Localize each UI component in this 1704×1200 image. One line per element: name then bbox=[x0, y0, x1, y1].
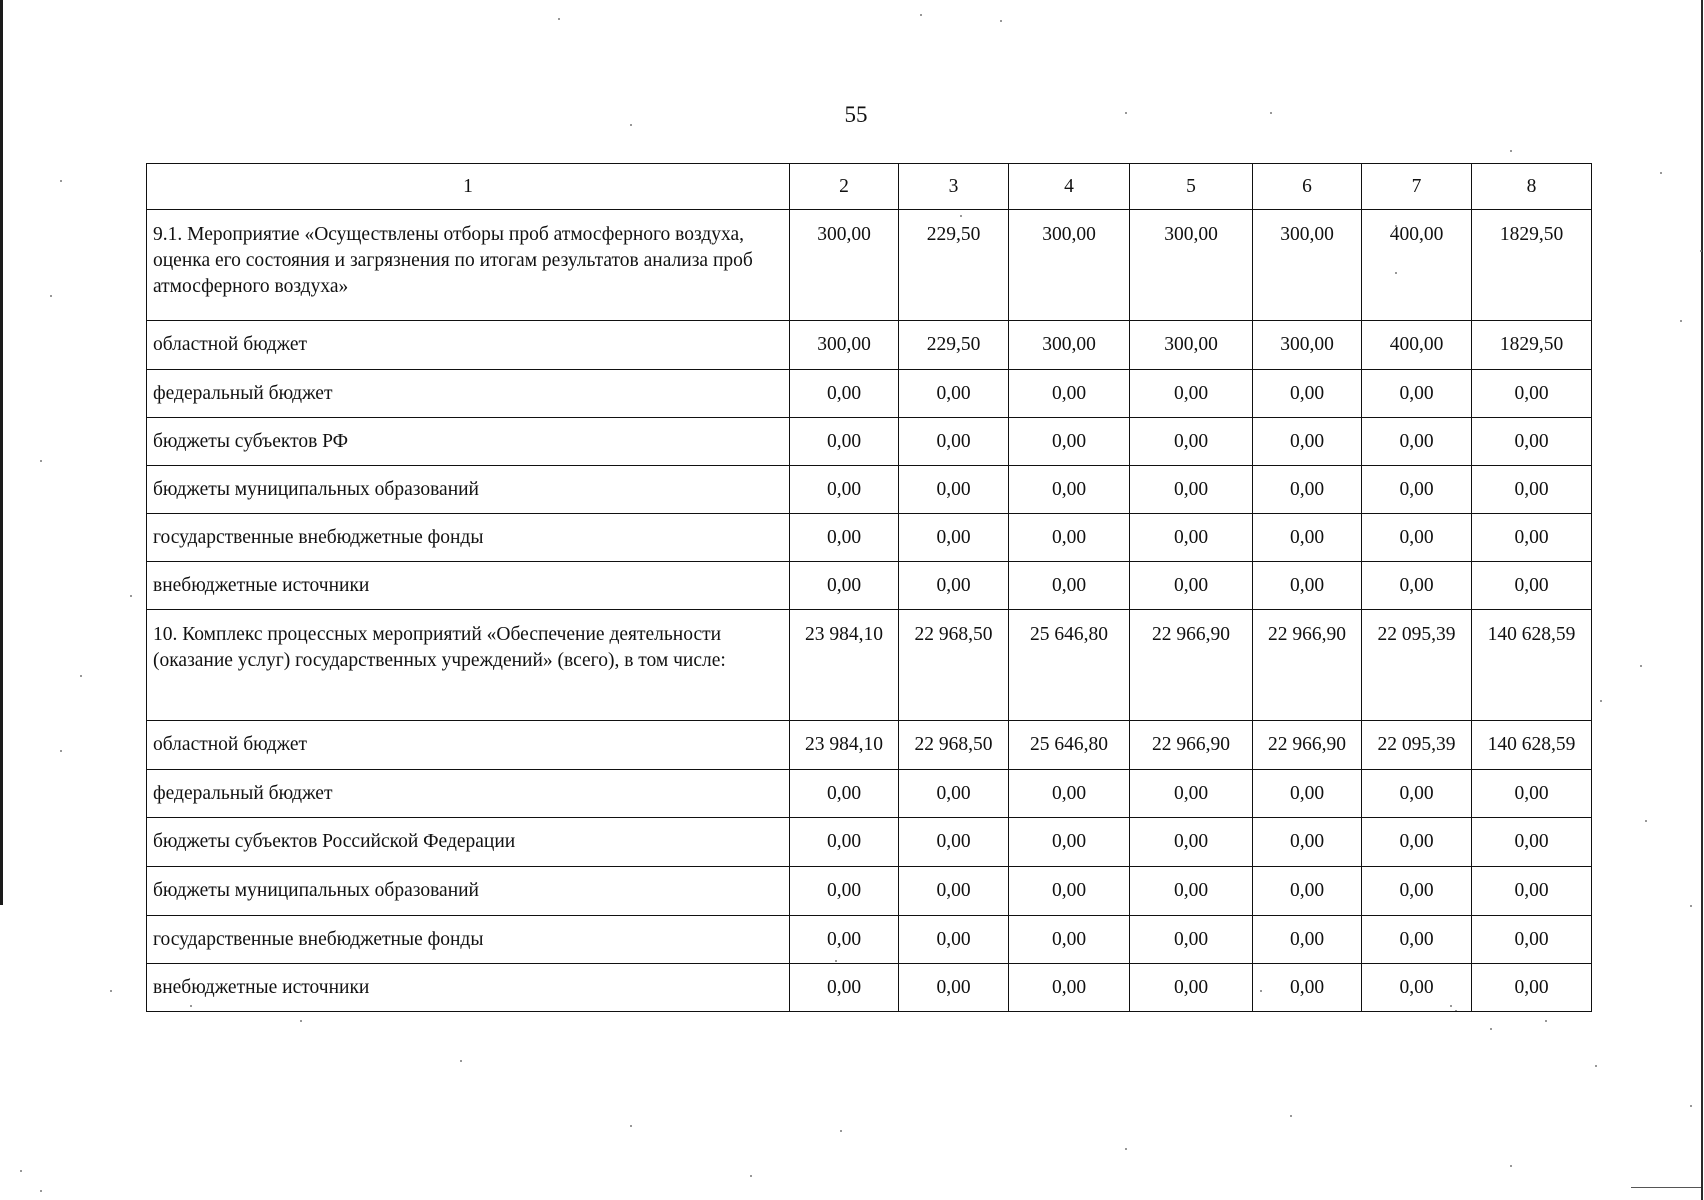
value-cell: 0,00 bbox=[1472, 418, 1592, 466]
value-cell: 0,00 bbox=[1472, 916, 1592, 964]
value-cell: 0,00 bbox=[1362, 770, 1472, 818]
value-cell: 0,00 bbox=[1362, 867, 1472, 916]
row-label: 10. Комплекс процессных мероприятий «Обеспечение деятельности (оказание услуг) государственных учреждений» (всего), в том числе: bbox=[147, 610, 790, 721]
scan-speck bbox=[1545, 1020, 1547, 1022]
value-cell: 0,00 bbox=[899, 964, 1009, 1012]
value-cell: 300,00 bbox=[1009, 210, 1130, 321]
table-row bbox=[147, 818, 1592, 867]
value-cell: 1829,50 bbox=[1472, 321, 1592, 370]
value-cell: 0,00 bbox=[1130, 867, 1253, 916]
scan-speck bbox=[1645, 820, 1647, 822]
scan-speck bbox=[60, 750, 62, 752]
row-label: областной бюджет bbox=[147, 321, 790, 370]
value-cell: 0,00 bbox=[899, 818, 1009, 867]
value-cell: 0,00 bbox=[1362, 514, 1472, 562]
table-header-row bbox=[147, 164, 1592, 210]
scan-border-bottom bbox=[1631, 1187, 1701, 1188]
page-number: 55 bbox=[844, 102, 868, 127]
value-cell: 0,00 bbox=[899, 466, 1009, 514]
scan-speck bbox=[300, 1020, 302, 1022]
value-cell: 0,00 bbox=[899, 418, 1009, 466]
value-cell: 0,00 bbox=[1472, 562, 1592, 610]
value-cell: 0,00 bbox=[1130, 418, 1253, 466]
scan-speck bbox=[1600, 700, 1602, 702]
value-cell: 0,00 bbox=[1253, 818, 1362, 867]
scan-speck bbox=[460, 1060, 462, 1062]
value-cell: 0,00 bbox=[899, 770, 1009, 818]
value-cell: 140 628,59 bbox=[1472, 721, 1592, 770]
table-row bbox=[147, 514, 1592, 562]
scan-speck bbox=[130, 595, 132, 597]
value-cell: 0,00 bbox=[1362, 818, 1472, 867]
value-cell: 22 095,39 bbox=[1362, 610, 1472, 721]
row-label: бюджеты субъектов РФ bbox=[147, 418, 790, 466]
value-cell: 229,50 bbox=[899, 210, 1009, 321]
header-cell: 6 bbox=[1253, 164, 1362, 210]
value-cell: 0,00 bbox=[899, 562, 1009, 610]
value-cell: 0,00 bbox=[790, 916, 899, 964]
value-cell: 0,00 bbox=[1362, 562, 1472, 610]
value-cell: 0,00 bbox=[1472, 867, 1592, 916]
table-row bbox=[147, 370, 1592, 418]
scan-speck bbox=[1680, 320, 1682, 322]
budget-table bbox=[146, 163, 1592, 1012]
value-cell: 400,00 bbox=[1362, 210, 1472, 321]
value-cell: 22 966,90 bbox=[1253, 610, 1362, 721]
value-cell: 0,00 bbox=[1130, 514, 1253, 562]
scan-speck bbox=[1000, 20, 1002, 22]
value-cell: 0,00 bbox=[1472, 964, 1592, 1012]
scan-speck bbox=[1510, 1165, 1512, 1167]
value-cell: 300,00 bbox=[1009, 321, 1130, 370]
scan-speck bbox=[1595, 1065, 1597, 1067]
table-row bbox=[147, 610, 1592, 721]
header-cell: 8 bbox=[1472, 164, 1592, 210]
value-cell: 22 968,50 bbox=[899, 610, 1009, 721]
scan-speck bbox=[1125, 1148, 1127, 1150]
row-label: внебюджетные источники bbox=[147, 562, 790, 610]
value-cell: 0,00 bbox=[1130, 370, 1253, 418]
value-cell: 0,00 bbox=[1009, 514, 1130, 562]
value-cell: 23 984,10 bbox=[790, 610, 899, 721]
value-cell: 0,00 bbox=[1253, 770, 1362, 818]
value-cell: 0,00 bbox=[790, 418, 899, 466]
value-cell: 0,00 bbox=[1362, 418, 1472, 466]
value-cell: 0,00 bbox=[1253, 867, 1362, 916]
value-cell: 0,00 bbox=[1009, 466, 1130, 514]
value-cell: 22 966,90 bbox=[1130, 721, 1253, 770]
value-cell: 22 968,50 bbox=[899, 721, 1009, 770]
table-row bbox=[147, 964, 1592, 1012]
scan-speck bbox=[920, 14, 922, 16]
value-cell: 0,00 bbox=[1009, 867, 1130, 916]
row-label: государственные внебюджетные фонды bbox=[147, 916, 790, 964]
value-cell: 0,00 bbox=[1009, 916, 1130, 964]
scan-speck bbox=[1510, 150, 1512, 152]
header-cell: 1 bbox=[147, 164, 790, 210]
scan-speck bbox=[20, 1170, 22, 1172]
scan-speck bbox=[1640, 665, 1642, 667]
value-cell: 0,00 bbox=[1253, 418, 1362, 466]
header-cell: 5 bbox=[1130, 164, 1253, 210]
row-label: 9.1. Мероприятие «Осуществлены отборы проб атмосферного воздуха, оценка его состояния и загрязнения по итогам результатов анализа проб атмосферного воздуха» bbox=[147, 210, 790, 321]
header-cell: 4 bbox=[1009, 164, 1130, 210]
scan-speck bbox=[110, 990, 112, 992]
value-cell: 0,00 bbox=[1253, 370, 1362, 418]
value-cell: 0,00 bbox=[1472, 770, 1592, 818]
scan-border-left bbox=[0, 0, 3, 905]
row-label: бюджеты субъектов Российской Федерации bbox=[147, 818, 790, 867]
scan-speck bbox=[1700, 250, 1702, 252]
value-cell: 0,00 bbox=[790, 770, 899, 818]
table-row bbox=[147, 210, 1592, 321]
table-row bbox=[147, 721, 1592, 770]
value-cell: 0,00 bbox=[1472, 818, 1592, 867]
value-cell: 0,00 bbox=[1362, 466, 1472, 514]
table-row bbox=[147, 867, 1592, 916]
value-cell: 229,50 bbox=[899, 321, 1009, 370]
value-cell: 0,00 bbox=[1253, 514, 1362, 562]
value-cell: 0,00 bbox=[1362, 916, 1472, 964]
scan-speck bbox=[750, 1175, 752, 1177]
value-cell: 300,00 bbox=[1130, 210, 1253, 321]
value-cell: 300,00 bbox=[790, 210, 899, 321]
scan-border-right bbox=[1701, 0, 1703, 1200]
row-label: областной бюджет bbox=[147, 721, 790, 770]
row-label: бюджеты муниципальных образований bbox=[147, 867, 790, 916]
scan-speck bbox=[80, 675, 82, 677]
value-cell: 0,00 bbox=[1009, 818, 1130, 867]
value-cell: 0,00 bbox=[1130, 964, 1253, 1012]
value-cell: 0,00 bbox=[790, 867, 899, 916]
value-cell: 0,00 bbox=[1130, 562, 1253, 610]
value-cell: 0,00 bbox=[1362, 370, 1472, 418]
table-row bbox=[147, 562, 1592, 610]
value-cell: 0,00 bbox=[1253, 466, 1362, 514]
table-row bbox=[147, 466, 1592, 514]
header-cell: 2 bbox=[790, 164, 899, 210]
table-row bbox=[147, 418, 1592, 466]
scan-speck bbox=[1660, 172, 1662, 174]
value-cell: 0,00 bbox=[899, 370, 1009, 418]
value-cell: 25 646,80 bbox=[1009, 610, 1130, 721]
row-label: внебюджетные источники bbox=[147, 964, 790, 1012]
value-cell: 0,00 bbox=[1253, 964, 1362, 1012]
value-cell: 0,00 bbox=[790, 466, 899, 514]
scan-speck bbox=[1690, 905, 1692, 907]
value-cell: 300,00 bbox=[1253, 210, 1362, 321]
value-cell: 0,00 bbox=[1009, 964, 1130, 1012]
scan-speck bbox=[60, 180, 62, 182]
value-cell: 0,00 bbox=[899, 514, 1009, 562]
row-label: федеральный бюджет bbox=[147, 370, 790, 418]
value-cell: 23 984,10 bbox=[790, 721, 899, 770]
row-label: государственные внебюджетные фонды bbox=[147, 514, 790, 562]
value-cell: 0,00 bbox=[1130, 916, 1253, 964]
value-cell: 0,00 bbox=[790, 370, 899, 418]
value-cell: 300,00 bbox=[790, 321, 899, 370]
value-cell: 0,00 bbox=[1472, 370, 1592, 418]
value-cell: 0,00 bbox=[790, 514, 899, 562]
scan-speck bbox=[1490, 1028, 1492, 1030]
header-cell: 7 bbox=[1362, 164, 1472, 210]
scan-speck bbox=[1690, 1105, 1692, 1107]
value-cell: 0,00 bbox=[899, 867, 1009, 916]
value-cell: 0,00 bbox=[790, 818, 899, 867]
value-cell: 22 966,90 bbox=[1253, 721, 1362, 770]
value-cell: 0,00 bbox=[899, 916, 1009, 964]
table-row bbox=[147, 770, 1592, 818]
value-cell: 25 646,80 bbox=[1009, 721, 1130, 770]
scan-speck bbox=[40, 460, 42, 462]
value-cell: 22 966,90 bbox=[1130, 610, 1253, 721]
value-cell: 0,00 bbox=[1472, 514, 1592, 562]
value-cell: 0,00 bbox=[790, 562, 899, 610]
value-cell: 0,00 bbox=[1009, 370, 1130, 418]
value-cell: 0,00 bbox=[1009, 418, 1130, 466]
header-cell: 3 bbox=[899, 164, 1009, 210]
scan-speck bbox=[40, 1190, 42, 1192]
scan-speck bbox=[630, 1125, 632, 1127]
row-label: федеральный бюджет bbox=[147, 770, 790, 818]
value-cell: 0,00 bbox=[1130, 770, 1253, 818]
value-cell: 0,00 bbox=[790, 964, 899, 1012]
value-cell: 22 095,39 bbox=[1362, 721, 1472, 770]
scan-speck bbox=[50, 295, 52, 297]
value-cell: 0,00 bbox=[1009, 770, 1130, 818]
table-row bbox=[147, 916, 1592, 964]
value-cell: 300,00 bbox=[1253, 321, 1362, 370]
value-cell: 0,00 bbox=[1362, 964, 1472, 1012]
value-cell: 0,00 bbox=[1253, 916, 1362, 964]
table-row bbox=[147, 321, 1592, 370]
value-cell: 0,00 bbox=[1009, 562, 1130, 610]
scan-speck bbox=[558, 18, 560, 20]
row-label: бюджеты муниципальных образований bbox=[147, 466, 790, 514]
value-cell: 0,00 bbox=[1130, 466, 1253, 514]
scan-speck bbox=[840, 1130, 842, 1132]
value-cell: 300,00 bbox=[1130, 321, 1253, 370]
scan-speck bbox=[1290, 1115, 1292, 1117]
value-cell: 0,00 bbox=[1472, 466, 1592, 514]
value-cell: 0,00 bbox=[1130, 818, 1253, 867]
value-cell: 0,00 bbox=[1253, 562, 1362, 610]
value-cell: 1829,50 bbox=[1472, 210, 1592, 321]
value-cell: 140 628,59 bbox=[1472, 610, 1592, 721]
value-cell: 400,00 bbox=[1362, 321, 1472, 370]
